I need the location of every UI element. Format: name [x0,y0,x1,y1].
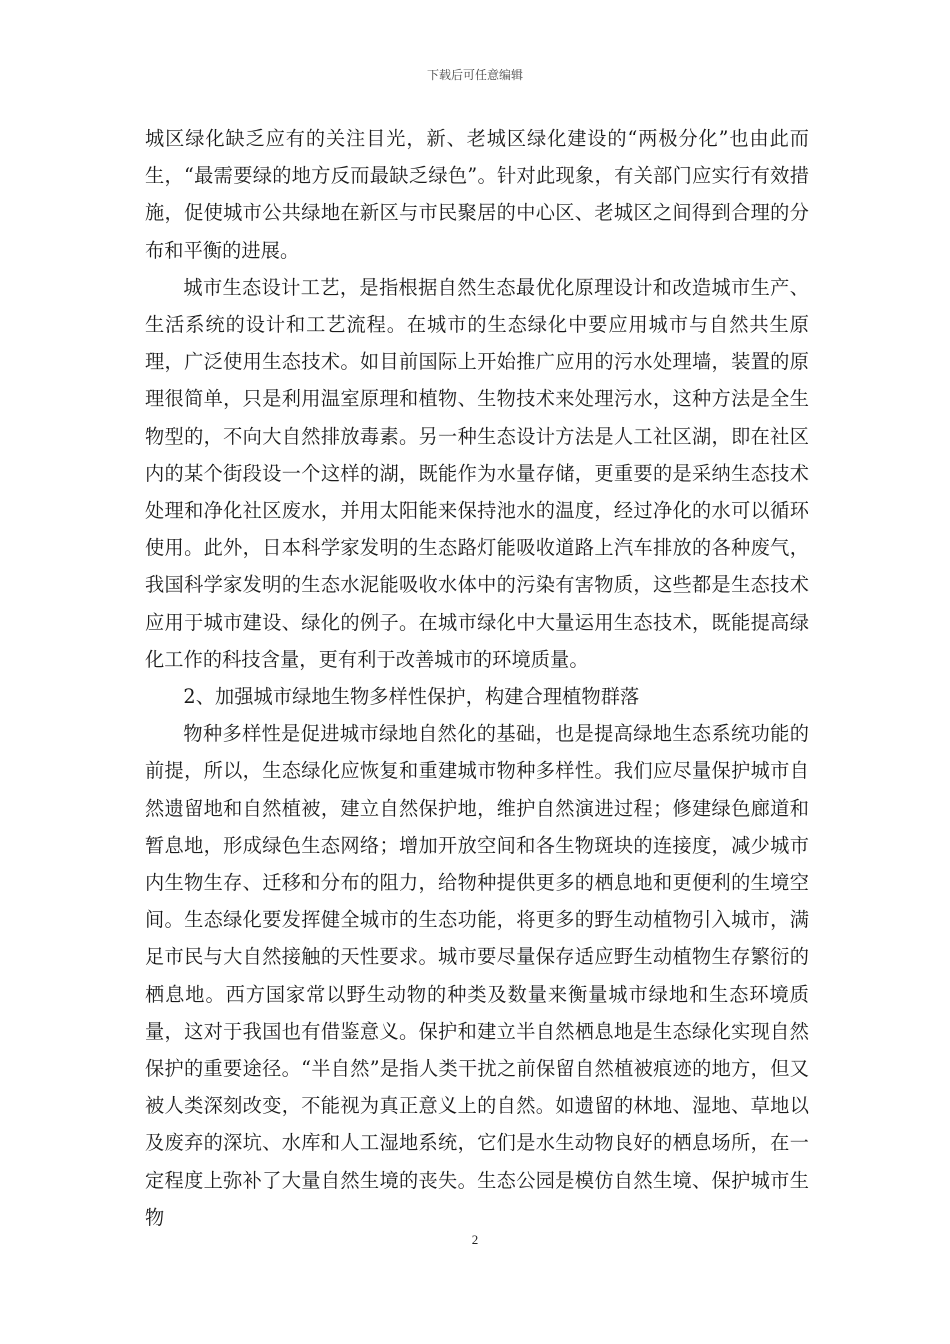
paragraph-continuation: 城区绿化缺乏应有的关注目光，新、老城区绿化建设的“两极分化”也由此而生，“最需要绿的地方反而最缺乏绿色”。针对此现象，有关部门应实行有效措施，促使城市公共绿地在新区与市民聚居的中心区、老城区之间得到合理的分布和平衡的进展。 [145,127,809,262]
page-header: 下载后可任意编辑 [426,68,523,82]
section-heading: 2、加强城市绿地生物多样性保护，构建合理植物群落 [183,685,640,709]
document-body [145,120,809,1236]
page-number: 2 [471,1232,479,1247]
paragraph-biodiversity: 物种多样性是促进城市绿地自然化的基础，也是提高绿地生态系统功能的前提，所以，生态绿化应恢复和重建城市物种多样性。我们应尽量保护城市自然遗留地和自然植被，建立自然保护地，维护自然演进过程；修建绿色廊道和暂息地，形成绿色生态网络；增加开放空间和各生物斑块的连接度，减少城市内生物生存、迁移和分布的阻力，给物种提供更多的栖息地和更便利的生境空间。生态绿化要发挥健全城市的生态功能，将更多的野生动植物引入城市，满足市民与大自然接触的天性要求。城市要尽量保存适应野生动植物生存繁衍的栖息地。西方国家常以野生动物的种类及数量来衡量城市绿地和生态环境质量，这对于我国也有借鉴意义。保护和建立半自然栖息地是生态绿化实现自然保护的重要途径。“半自然”是指人类干扰之前保留自然植被痕迹的地方，但又被人类深刻改变，不能视为真正意义上的自然。如遗留的林地、湿地、草地以及废弃的深坑、水库和人工湿地系统，它们是水生动物良好的栖息场所，在一定程度上弥补了大量自然生境的丧失。生态公园是模仿自然生境、保护城市生物 [145,722,809,1229]
paragraph-eco-design: 城市生态设计工艺，是指根据自然生态最优化原理设计和改造城市生产、生活系统的设计和工艺流程。在城市的生态绿化中要应用城市与自然共生原理，广泛使用生态技术。如目前国际上开始推广应用的污水处理墙，装置的原理很简单，只是利用温室原理和植物、生物技术来处理污水，这种方法是全生物型的，不向大自然排放毒素。另一种生态设计方法是人工社区湖，即在社区内的某个街段设一个这样的湖，既能作为水量存储，更重要的是采纳生态技术处理和净化社区废水，并用太阳能来保持池水的温度，经过净化的水可以循环使用。此外，日本科学家发明的生态路灯能吸收道路上汽车排放的各种废气，我国科学家发明的生态水泥能吸收水体中的污染有害物质，这些都是生态技术应用于城市建设、绿化的例子。在城市绿化中大量运用生态技术，既能提高绿化工作的科技含量，更有利于改善城市的环境质量。 [145,275,809,671]
